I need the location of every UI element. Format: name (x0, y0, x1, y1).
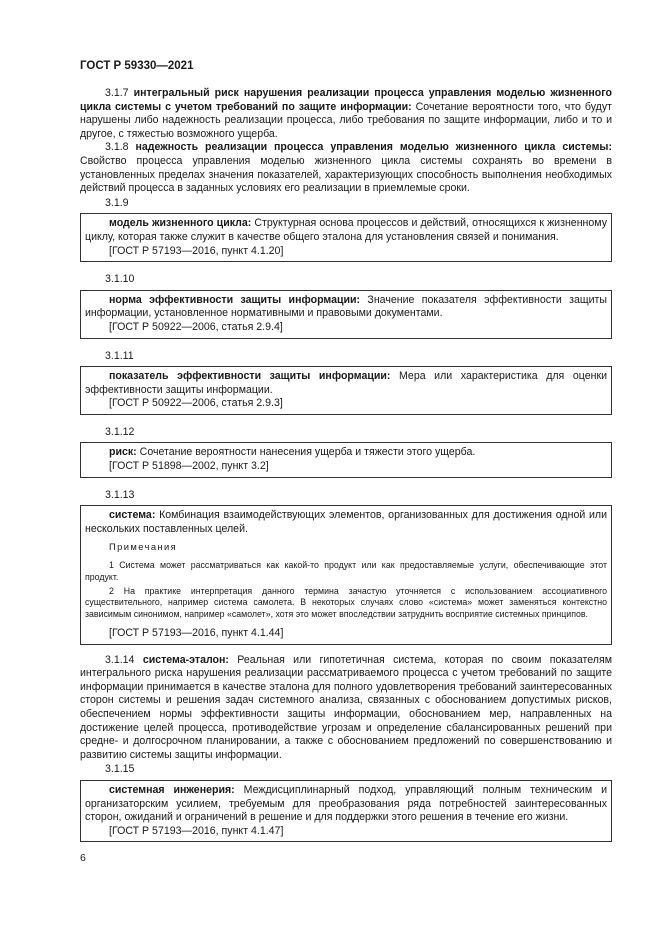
term-entry-3-1-14 (80, 654, 612, 763)
source-reference: [ГОСТ Р 57193—2016, пункт 4.1.47] (109, 824, 284, 837)
standard-header: ГОСТ Р 59330—2021 (80, 60, 194, 72)
note-2: 2 На практике интерпретация данного термина зачастую уточняется с использованием ассоциативного существительного, например система самолета. В некоторых случаях слово «система» может заменяться контекстно зависимым синонимом, например «самолет», хотя это может впоследствии затруднить восприятие системных принципов. (85, 585, 607, 620)
term-name: система: (109, 509, 156, 522)
page-number: 6 (80, 852, 86, 864)
notes-title: Примечания (109, 541, 178, 553)
term-definition: Мера или характеристика для оценки эффективности защиты информации. (85, 370, 607, 396)
term-name: надежность реализации процесса управления моделью жизненного цикла системы: (135, 141, 612, 154)
entry-number: 3.1.15 (105, 763, 135, 776)
term-definition: Комбинация взаимодействующих элементов, организованных для достижения одной или нескольких поставленных целей. (85, 509, 607, 535)
document-body (80, 87, 612, 853)
term-definition: Сочетание вероятности того, что будут нарушены либо надежность реализации процесса, либо требования по защите информации, либо и то и другое, с тяжестью возможного ущерба. (80, 100, 613, 140)
term-name: системная инженерия: (109, 783, 235, 796)
term-definition: Сочетание вероятности нанесения ущерба и тяжести этого ущерба. (136, 446, 476, 459)
term-name: показатель эффективности защиты информации: (109, 370, 391, 383)
entry-number: 3.1.7 (105, 87, 129, 99)
entry-number: 3.1.14 (105, 653, 135, 666)
term-name: модель жизненного цикла: (109, 217, 252, 230)
entry-number: 3.1.12 (105, 425, 135, 438)
term-box-3-1-12 (80, 442, 612, 477)
term-definition: Междисциплинарный подход, управляющий полным техническим и организаторским усилием, требуемым для преобразования ряда потребностей заинтересованных сторон, ожиданий и ограничений в решение и для поддержки этого решения в течение его жизни. (85, 783, 607, 824)
entry-number: 3.1.13 (105, 488, 135, 501)
source-reference: [ГОСТ Р 51898—2002, пункт 3.2] (109, 460, 269, 473)
term-box-3-1-9 (80, 213, 612, 262)
entry-number: 3.1.9 (105, 196, 129, 209)
term-name: система-эталон: (142, 653, 229, 666)
source-reference: [ГОСТ Р 50922—2006, статья 2.9.4] (109, 320, 283, 333)
source-reference: [ГОСТ Р 50922—2006, статья 2.9.3] (109, 397, 283, 410)
entry-number: 3.1.8 (105, 141, 129, 154)
term-definition: Структурная основа процессов и действий, относящихся к жизненному циклу, которая также служит в качестве общего эталона для установления связей и понимания. (85, 217, 607, 243)
entry-number: 3.1.11 (105, 349, 134, 362)
term-entry-3-1-7 (80, 87, 612, 141)
term-name: норма эффективности защиты информации: (109, 293, 361, 306)
term-definition: Свойство процесса управления моделью жизненного цикла системы сохранять во времени в установленных пределах значения показателей, характеризующих способность выполнения необходимых действий процесса в заданных условиях его реализации в приемлемые сроки. (80, 154, 612, 195)
term-box-3-1-15 (80, 780, 612, 842)
term-name: интегральный риск нарушения реализации процесса управления моделью жизненного цикла системы с учетом требований по защите информации: (80, 87, 612, 113)
term-box-3-1-11 (80, 366, 612, 415)
term-box-3-1-13 (80, 505, 612, 644)
term-definition: Значение показателя эффективности защиты информации, установленное нормативными и правовыми документами. (85, 293, 607, 320)
source-reference: [ГОСТ Р 57193—2016, пункт 4.1.20] (109, 244, 284, 257)
term-entry-3-1-8 (80, 141, 612, 195)
source-reference: [ГОСТ Р 57193—2016, пункт 4.1.44] (109, 627, 284, 640)
term-definition: Реальная или гипотетичная система, которая по своим показателям интегрального риска нарушения реализации рассматриваемого процесса с учетом требований по защите информации принимается в качестве эталона для полного удовлетворения требований заинтересованных сторон системы и решения задач системного анализа, связанных с обоснованием допустимых рисков, обеспечением нормы эффективности защиты информации, обоснованием мер, направленных на достижение целей процесса, противодействие угрозам и определение сбалансированных решений при средне- и долгосрочном планировании, а также с обоснованием предложений по совершенствованию и развитию системы защиты информации. (80, 653, 612, 761)
term-box-3-1-10 (80, 290, 612, 339)
term-name: риск: (109, 446, 137, 459)
entry-number: 3.1.10 (105, 273, 135, 286)
note-1: 1 Система может рассматриваться как какой-то продукт или как предоставляемые услуги, обеспечивающие этот продукт. (85, 560, 607, 582)
